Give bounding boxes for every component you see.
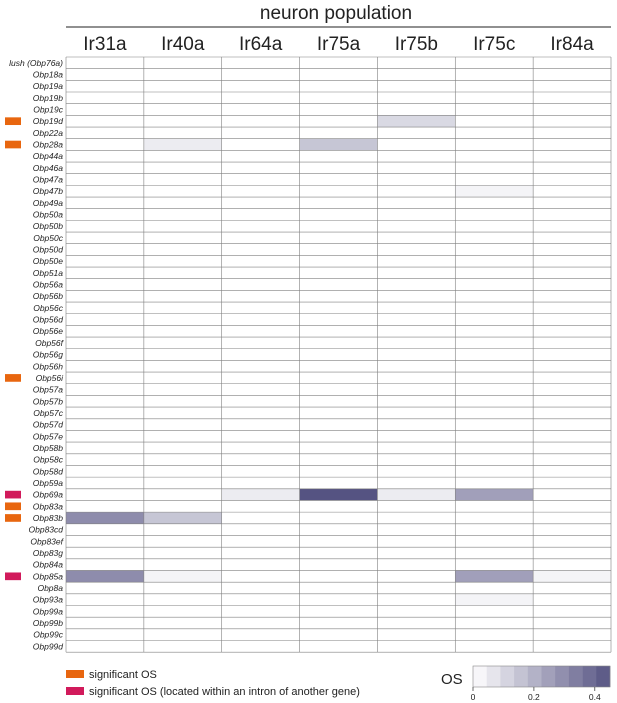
column-label-ir75b: Ir75b <box>394 34 439 55</box>
colorbar-step <box>473 666 487 687</box>
row-label-obp28a: Obp28a <box>32 139 63 150</box>
row-label-obp19d: Obp19d <box>32 116 63 127</box>
cell-obp69a-ir75b <box>377 489 455 501</box>
significance-markers <box>5 117 21 580</box>
cell-obp85a-ir75c <box>455 570 533 582</box>
colorbar-step <box>514 666 528 687</box>
row-label-obp47b: Obp47b <box>32 186 63 197</box>
row-label-obp56g: Obp56g <box>32 349 63 360</box>
colorbar-step <box>542 666 556 687</box>
row-label-obp50b: Obp50b <box>32 221 63 232</box>
row-label-obp83a: Obp83a <box>32 501 63 512</box>
column-label-ir75a: Ir75a <box>316 34 361 55</box>
chart-title: neuron population <box>259 3 413 24</box>
row-label-obp44a: Obp44a <box>32 151 63 162</box>
column-label-ir84a: Ir84a <box>550 34 594 55</box>
row-label-obp84a: Obp84a <box>32 559 63 570</box>
column-label-ir64a: Ir64a <box>238 34 283 55</box>
row-label-obp58b: Obp58b <box>32 442 63 453</box>
row-label-obp56f: Obp56f <box>35 337 63 348</box>
row-label-obp57d: Obp57d <box>32 419 63 430</box>
row-label-obp83g: Obp83g <box>32 547 63 558</box>
row-label-obp51a: Obp51a <box>32 267 63 278</box>
colorbar-step <box>555 666 569 687</box>
row-label-obp49a: Obp49a <box>32 197 63 208</box>
colorbar-step <box>500 666 514 687</box>
colorbar-tick-label: 0 <box>470 692 476 702</box>
cell-obp93a-ir75c <box>455 594 533 606</box>
row-label-obp46a: Obp46a <box>32 162 63 173</box>
colorbar-ticks <box>471 687 601 702</box>
row-label-obp18a: Obp18a <box>32 69 63 80</box>
row-label-obp58c: Obp58c <box>33 454 63 465</box>
row-label-obp69a: Obp69a <box>32 489 63 500</box>
cell-obp85a-ir31a <box>66 570 144 582</box>
row-label-obp56i: Obp56i <box>35 372 63 383</box>
row-label-obp93a: Obp93a <box>32 594 63 605</box>
marker-significant-obp83a <box>5 502 21 510</box>
row-label-obp50c: Obp50c <box>33 232 63 243</box>
row-label-obp99c: Obp99c <box>33 629 63 640</box>
column-label-ir40a: Ir40a <box>161 34 205 55</box>
row-label-obp57e: Obp57e <box>32 431 63 442</box>
row-label-obp83ef: Obp83ef <box>30 536 63 547</box>
row-label-obp19b: Obp19b <box>32 92 63 103</box>
row-label-obp50a: Obp50a <box>32 209 63 220</box>
cell-obp69a-ir64a <box>222 489 300 501</box>
row-label-obp57b: Obp57b <box>32 396 63 407</box>
row-label-lush-obp76a: lush (Obp76a) <box>9 57 63 68</box>
marker-intron-obp85a <box>5 572 21 580</box>
colorbar-step <box>583 666 597 687</box>
cell-obp83b-ir40a <box>144 512 222 524</box>
row-label-obp19a: Obp19a <box>32 81 63 92</box>
column-labels <box>83 34 594 55</box>
row-label-obp56c: Obp56c <box>33 302 63 313</box>
marker-intron-obp69a <box>5 491 21 499</box>
row-label-obp56b: Obp56b <box>32 291 63 302</box>
cell-obp47b-ir75c <box>455 185 533 197</box>
os-colorbar <box>441 666 610 702</box>
column-label-ir75c: Ir75c <box>473 34 516 55</box>
row-label-obp85a: Obp85a <box>32 571 63 582</box>
colorbar-tick-label: 0.4 <box>588 692 601 702</box>
marker-significant-obp28a <box>5 141 21 149</box>
colorbar-step <box>569 666 583 687</box>
cell-obp19d-ir75b <box>377 115 455 127</box>
row-label-obp99d: Obp99d <box>32 641 63 652</box>
cell-obp83b-ir31a <box>66 512 144 524</box>
row-label-obp56e: Obp56e <box>32 326 63 337</box>
legend-swatch-intron <box>66 687 84 695</box>
colorbar-label: OS <box>441 671 463 688</box>
row-label-obp83cd: Obp83cd <box>28 524 63 535</box>
legend <box>66 669 360 698</box>
colorbar-step <box>596 666 610 687</box>
legend-label-significant: significant OS <box>89 669 157 681</box>
row-label-obp47a: Obp47a <box>32 174 63 185</box>
row-label-obp22a: Obp22a <box>32 127 63 138</box>
legend-label-intron: significant OS (located within an intron of another gene) <box>89 686 360 698</box>
cell-obp85a-ir40a <box>144 570 222 582</box>
row-label-obp58d: Obp58d <box>32 466 63 477</box>
cell-obp28a-ir40a <box>144 139 222 151</box>
row-label-obp56h: Obp56h <box>32 361 63 372</box>
cell-obp28a-ir75a <box>300 139 378 151</box>
colorbar-step <box>487 666 501 687</box>
row-label-obp57c: Obp57c <box>33 407 63 418</box>
legend-swatch-significant <box>66 670 84 678</box>
row-label-obp57a: Obp57a <box>32 384 63 395</box>
cell-obp85a-ir84a <box>533 570 611 582</box>
marker-significant-obp83b <box>5 514 21 522</box>
row-label-obp56d: Obp56d <box>32 314 63 325</box>
row-label-obp99b: Obp99b <box>32 617 63 628</box>
row-label-obp56a: Obp56a <box>32 279 63 290</box>
row-label-obp50e: Obp50e <box>32 256 63 267</box>
colorbar-steps <box>473 666 610 687</box>
colorbar-step <box>528 666 542 687</box>
colorbar-tick-label: 0.2 <box>527 692 540 702</box>
row-label-obp19c: Obp19c <box>33 104 63 115</box>
row-label-obp59a: Obp59a <box>32 477 63 488</box>
row-label-obp8a: Obp8a <box>37 582 63 593</box>
column-label-ir31a: Ir31a <box>83 34 127 55</box>
marker-significant-obp56i <box>5 374 21 382</box>
row-label-obp83b: Obp83b <box>32 512 63 523</box>
cell-obp69a-ir75c <box>455 489 533 501</box>
cell-obp69a-ir75a <box>300 489 378 501</box>
row-label-obp50d: Obp50d <box>32 244 63 255</box>
row-label-obp99a: Obp99a <box>32 606 63 617</box>
marker-significant-obp19d <box>5 117 21 125</box>
